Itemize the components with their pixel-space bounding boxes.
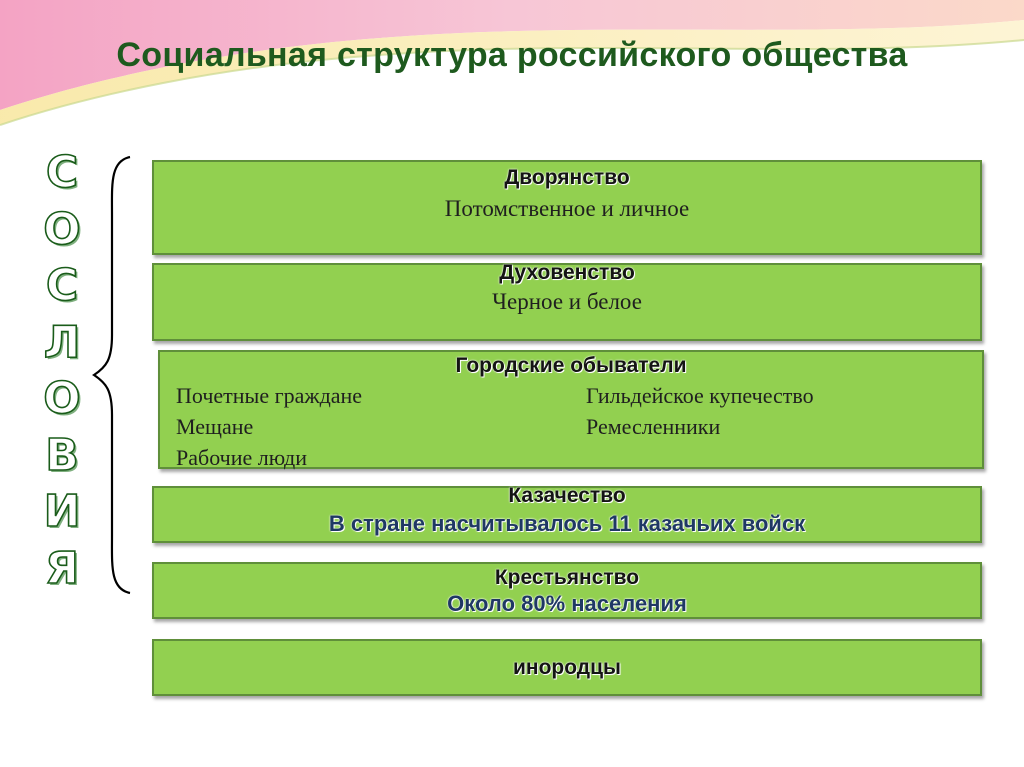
group-item: Ремесленники (586, 414, 721, 439)
group-item: Мещане (176, 414, 254, 439)
estate-townsfolk-box (158, 350, 984, 469)
estate-aliens-box (152, 639, 982, 696)
curly-brace (88, 155, 138, 595)
estate-subtitle: Черное и белое (492, 289, 642, 314)
vertical-letter: В (45, 429, 79, 481)
estate-title: Дворянство (504, 166, 630, 189)
estate-cossacks-box (152, 486, 982, 543)
vertical-letter: Л (43, 316, 81, 368)
estate-subtitle: Около 80% населения (447, 591, 687, 616)
page-title: Социальная структура российского общества (116, 36, 908, 74)
estate-title: Духовенство (499, 261, 635, 284)
vertical-label-sosloviya (36, 145, 88, 597)
estate-title: Казачество (508, 484, 626, 507)
vertical-letter: О (43, 373, 81, 424)
vertical-letter: О (43, 203, 81, 255)
vertical-letter: С (45, 260, 79, 311)
estate-nobility-box (152, 160, 982, 255)
vertical-letter: Я (45, 542, 79, 594)
group-item: Почетные граждане (176, 383, 363, 408)
group-item: Рабочие люди (176, 445, 307, 470)
townsfolk-groups (176, 380, 982, 473)
estate-peasants-box (152, 562, 982, 619)
estate-subtitle: В стране насчитывалось 11 казачьих войск (328, 511, 806, 536)
vertical-letter: С (45, 147, 79, 198)
vertical-letter: И (43, 486, 81, 537)
estate-subtitle: Потомственное и личное (444, 196, 690, 221)
estate-title: Городские обыватели (455, 354, 687, 377)
estate-title: инородцы (513, 656, 621, 679)
group-item: Гильдейское купечество (586, 383, 814, 408)
estate-title: Крестьянство (494, 566, 640, 589)
estate-clergy-box (152, 263, 982, 341)
